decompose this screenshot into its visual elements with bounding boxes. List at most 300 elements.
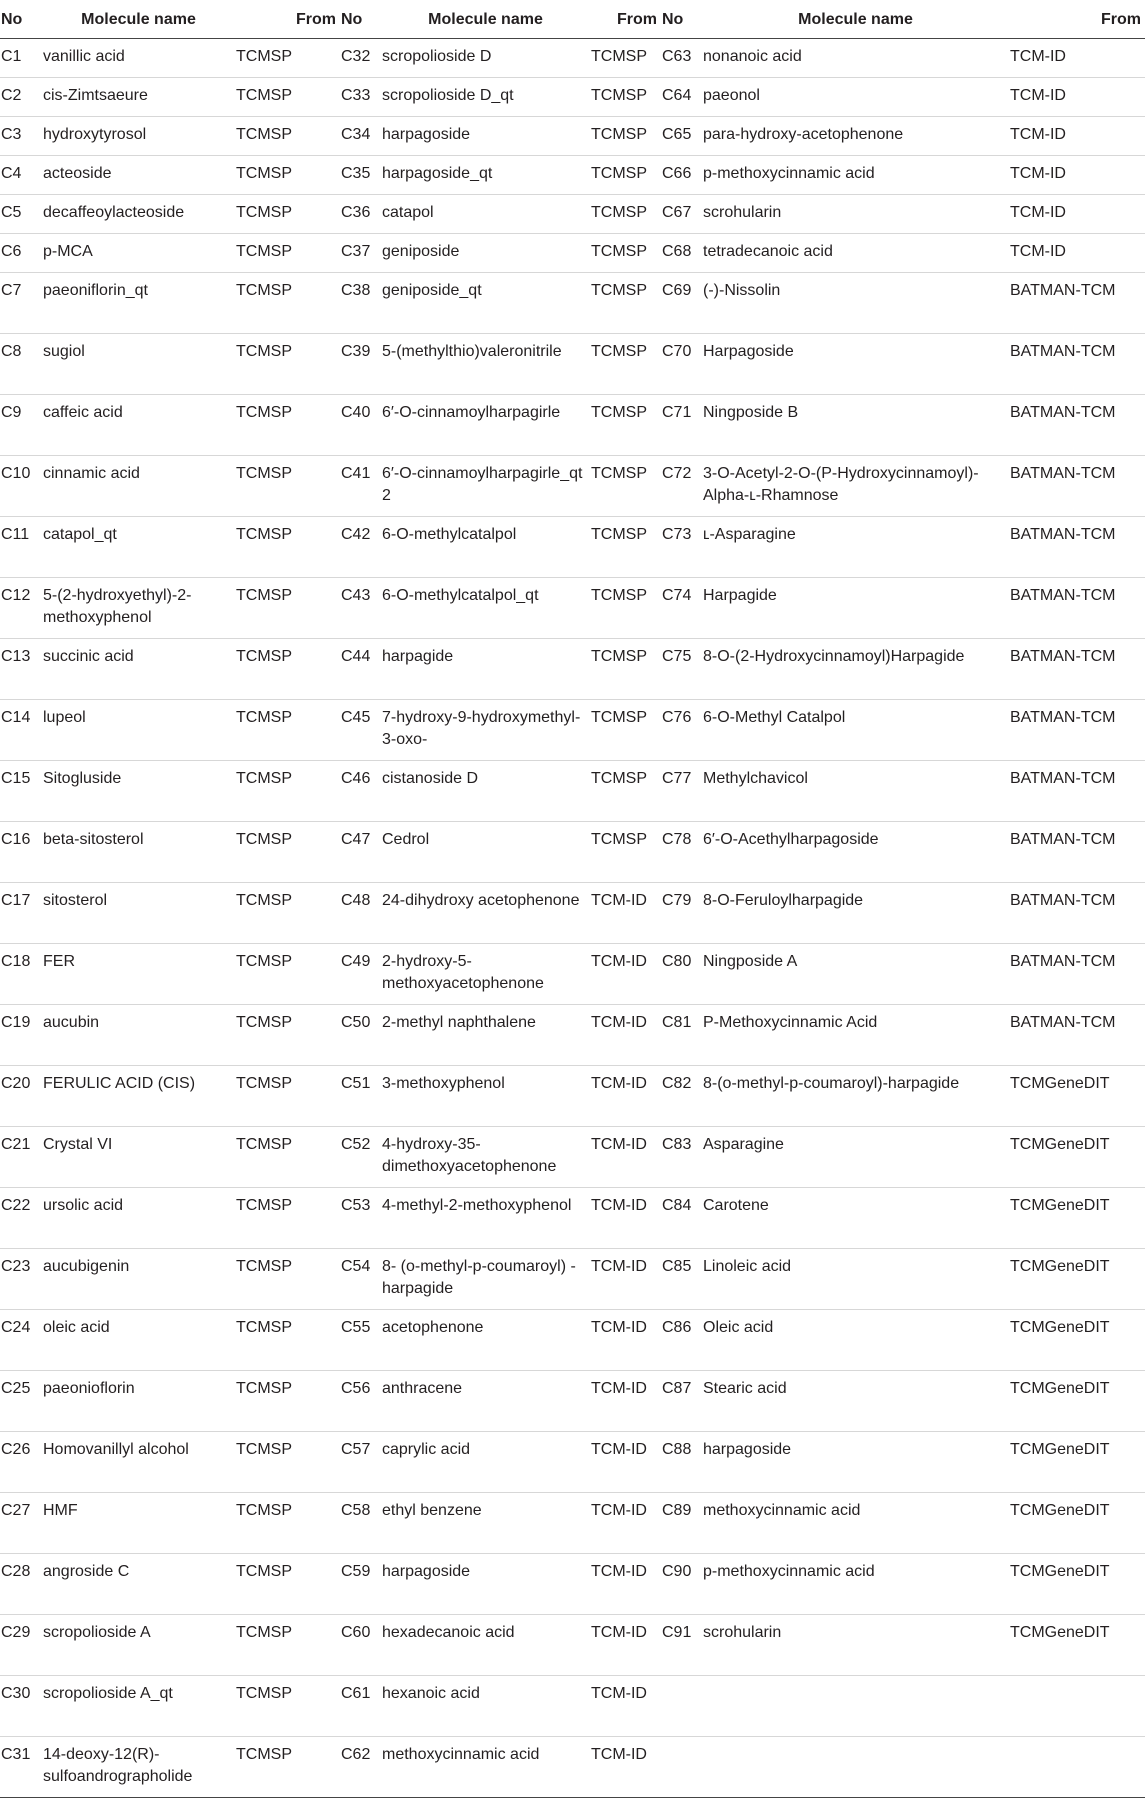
cell-molecule-name: 6-O-Methyl Catalpol <box>703 700 1008 761</box>
cell-from: TCM-ID <box>589 1249 661 1310</box>
cell-no: C49 <box>340 944 382 1005</box>
cell-no: C5 <box>0 195 43 234</box>
cell-no: C19 <box>0 1005 43 1066</box>
cell-from: TCMSP <box>234 1066 340 1127</box>
cell-from: TCMSP <box>589 395 661 456</box>
cell-no: C80 <box>661 944 703 1005</box>
cell-no: C9 <box>0 395 43 456</box>
cell-from: TCM-ID <box>1008 117 1145 156</box>
cell-molecule-name: harpagoside <box>382 1554 589 1615</box>
cell-from: TCM-ID <box>1008 78 1145 117</box>
cell-from: TCMSP <box>589 156 661 195</box>
cell-molecule-name: para-hydroxy-acetophenone <box>703 117 1008 156</box>
cell-molecule-name: Ningposide A <box>703 944 1008 1005</box>
cell-molecule-name: 6′-O-cinnamoylharpagirle_qt 2 <box>382 456 589 517</box>
cell-from: TCM-ID <box>589 1493 661 1554</box>
table-row <box>0 39 1145 78</box>
cell-molecule-name: 4-methyl-2-methoxyphenol <box>382 1188 589 1249</box>
cell-molecule-name: harpagoside_qt <box>382 156 589 195</box>
cell-from: TCMSP <box>589 39 661 78</box>
cell-no: C59 <box>340 1554 382 1615</box>
cell-no: C87 <box>661 1371 703 1432</box>
cell-from: TCMSP <box>234 1127 340 1188</box>
cell-no: C31 <box>0 1737 43 1798</box>
cell-no: C72 <box>661 456 703 517</box>
table-row <box>0 456 1145 517</box>
cell-molecule-name: 8- (o-methyl-p-coumaroyl) -harpagide <box>382 1249 589 1310</box>
cell-molecule-name: Oleic acid <box>703 1310 1008 1371</box>
table-row <box>0 156 1145 195</box>
cell-from: TCM-ID <box>1008 156 1145 195</box>
cell-from: TCM-ID <box>589 944 661 1005</box>
cell-molecule-name: 8-O-(2-Hydroxycinnamoyl)Harpagide <box>703 639 1008 700</box>
cell-from: TCM-ID <box>589 1310 661 1371</box>
cell-molecule-name: Cedrol <box>382 822 589 883</box>
cell-from: TCMGeneDIT <box>1008 1371 1145 1432</box>
cell-no: C68 <box>661 234 703 273</box>
cell-molecule-name: Methylchavicol <box>703 761 1008 822</box>
cell-no: C73 <box>661 517 703 578</box>
cell-molecule-name: Ningposide B <box>703 395 1008 456</box>
table-row <box>0 700 1145 761</box>
cell-from: TCM-ID <box>589 1371 661 1432</box>
cell-from: TCMGeneDIT <box>1008 1066 1145 1127</box>
cell-molecule-name: hexadecanoic acid <box>382 1615 589 1676</box>
cell-from: TCM-ID <box>1008 234 1145 273</box>
cell-no: C78 <box>661 822 703 883</box>
cell-no: C55 <box>340 1310 382 1371</box>
cell-no: C24 <box>0 1310 43 1371</box>
table-row <box>0 1066 1145 1127</box>
cell-molecule-name: cis-Zimtsaeure <box>43 78 234 117</box>
cell-from: TCM-ID <box>589 1432 661 1493</box>
cell-molecule-name: cinnamic acid <box>43 456 234 517</box>
cell-no: C51 <box>340 1066 382 1127</box>
cell-molecule-name: P-Methoxycinnamic Acid <box>703 1005 1008 1066</box>
cell-no: C26 <box>0 1432 43 1493</box>
cell-from: TCMSP <box>234 234 340 273</box>
cell-no: C58 <box>340 1493 382 1554</box>
cell-no: C27 <box>0 1493 43 1554</box>
cell-no: C62 <box>340 1737 382 1798</box>
cell-no: C28 <box>0 1554 43 1615</box>
cell-molecule-name: Sitogluside <box>43 761 234 822</box>
cell-molecule-name: scropolioside D_qt <box>382 78 589 117</box>
cell-no: C50 <box>340 1005 382 1066</box>
cell-no: C66 <box>661 156 703 195</box>
cell-from: TCMSP <box>589 456 661 517</box>
cell-molecule-name: 2-methyl naphthalene <box>382 1005 589 1066</box>
cell-no: C79 <box>661 883 703 944</box>
cell-no: C90 <box>661 1554 703 1615</box>
cell-molecule-name: caffeic acid <box>43 395 234 456</box>
table-row <box>0 78 1145 117</box>
table-row <box>0 578 1145 639</box>
cell-no: C38 <box>340 273 382 334</box>
cell-from: TCMSP <box>234 1676 340 1737</box>
cell-no: C48 <box>340 883 382 944</box>
cell-molecule-name: 6′-O-Acethylharpagoside <box>703 822 1008 883</box>
cell-molecule-name: Asparagine <box>703 1127 1008 1188</box>
table-row <box>0 639 1145 700</box>
header-molecule-name: Molecule name <box>382 0 589 39</box>
cell-no: C74 <box>661 578 703 639</box>
cell-no: C65 <box>661 117 703 156</box>
cell-from: TCMGeneDIT <box>1008 1432 1145 1493</box>
table-row <box>0 334 1145 395</box>
table-row <box>0 1737 1145 1798</box>
cell-molecule-name: lupeol <box>43 700 234 761</box>
cell-no: C89 <box>661 1493 703 1554</box>
cell-no: C71 <box>661 395 703 456</box>
cell-from: TCM-ID <box>589 1554 661 1615</box>
table-row <box>0 1493 1145 1554</box>
cell-no: C60 <box>340 1615 382 1676</box>
cell-from: TCMSP <box>589 700 661 761</box>
cell-no: C61 <box>340 1676 382 1737</box>
cell-from: TCMSP <box>234 1554 340 1615</box>
cell-from: TCMSP <box>589 822 661 883</box>
cell-from: TCMSP <box>589 273 661 334</box>
cell-no: C77 <box>661 761 703 822</box>
header-from: From <box>589 0 661 39</box>
cell-from: BATMAN-TCM <box>1008 334 1145 395</box>
cell-molecule-name: p-MCA <box>43 234 234 273</box>
cell-from: BATMAN-TCM <box>1008 639 1145 700</box>
cell-no: C8 <box>0 334 43 395</box>
cell-from: TCMSP <box>234 39 340 78</box>
cell-molecule-name: decaffeoylacteoside <box>43 195 234 234</box>
cell-no: C21 <box>0 1127 43 1188</box>
cell-molecule-name: sitosterol <box>43 883 234 944</box>
table-row <box>0 1432 1145 1493</box>
cell-no: C47 <box>340 822 382 883</box>
cell-no: C41 <box>340 456 382 517</box>
cell-no: C40 <box>340 395 382 456</box>
table-row <box>0 1127 1145 1188</box>
cell-molecule-name: hydroxytyrosol <box>43 117 234 156</box>
cell-no: C56 <box>340 1371 382 1432</box>
cell-molecule-name: acteoside <box>43 156 234 195</box>
cell-no: C10 <box>0 456 43 517</box>
cell-from: TCM-ID <box>589 883 661 944</box>
cell-from: BATMAN-TCM <box>1008 1005 1145 1066</box>
cell-molecule-name: vanillic acid <box>43 39 234 78</box>
cell-no: C64 <box>661 78 703 117</box>
cell-no: C2 <box>0 78 43 117</box>
cell-molecule-name: Carotene <box>703 1188 1008 1249</box>
cell-from: TCM-ID <box>589 1005 661 1066</box>
cell-from: TCMSP <box>234 1737 340 1798</box>
cell-from: TCMGeneDIT <box>1008 1493 1145 1554</box>
cell-molecule-name: methoxycinnamic acid <box>382 1737 589 1798</box>
cell-molecule-name: sugiol <box>43 334 234 395</box>
cell-molecule-name: tetradecanoic acid <box>703 234 1008 273</box>
cell-molecule-name: Stearic acid <box>703 1371 1008 1432</box>
cell-molecule-name: aucubin <box>43 1005 234 1066</box>
cell-no: C54 <box>340 1249 382 1310</box>
cell-from: BATMAN-TCM <box>1008 395 1145 456</box>
cell-no: C23 <box>0 1249 43 1310</box>
table-row <box>0 273 1145 334</box>
cell-molecule-name: aucubigenin <box>43 1249 234 1310</box>
cell-no: C42 <box>340 517 382 578</box>
cell-from: TCMSP <box>234 822 340 883</box>
cell-molecule-name: geniposide <box>382 234 589 273</box>
header-from: From <box>234 0 340 39</box>
cell-molecule-name: HMF <box>43 1493 234 1554</box>
cell-from: BATMAN-TCM <box>1008 822 1145 883</box>
cell-molecule-name: 6′-O-cinnamoylharpagirle <box>382 395 589 456</box>
cell-no: C4 <box>0 156 43 195</box>
cell-molecule-name: 4-hydroxy-35-dimethoxyacetophenone <box>382 1127 589 1188</box>
cell-molecule-name: 24-dihydroxy acetophenone <box>382 883 589 944</box>
cell-from: BATMAN-TCM <box>1008 456 1145 517</box>
cell-from: BATMAN-TCM <box>1008 273 1145 334</box>
cell-molecule-name: succinic acid <box>43 639 234 700</box>
cell-from: TCMSP <box>234 1493 340 1554</box>
cell-molecule-name: Homovanillyl alcohol <box>43 1432 234 1493</box>
cell-molecule-name: FERULIC ACID (CIS) <box>43 1066 234 1127</box>
cell-no: C17 <box>0 883 43 944</box>
cell-from: TCMSP <box>234 578 340 639</box>
cell-no: C6 <box>0 234 43 273</box>
header-from: From <box>1008 0 1145 39</box>
cell-molecule-name: scrohularin <box>703 195 1008 234</box>
cell-molecule-name: geniposide_qt <box>382 273 589 334</box>
cell-no: C91 <box>661 1615 703 1676</box>
cell-from: TCM-ID <box>589 1066 661 1127</box>
cell-from: TCMGeneDIT <box>1008 1188 1145 1249</box>
cell-molecule-name: scropolioside A <box>43 1615 234 1676</box>
cell-from: TCMSP <box>589 195 661 234</box>
cell-molecule-name: Harpagoside <box>703 334 1008 395</box>
cell-from: TCMSP <box>589 117 661 156</box>
cell-molecule-name: p-methoxycinnamic acid <box>703 156 1008 195</box>
cell-from: TCMGeneDIT <box>1008 1127 1145 1188</box>
cell-molecule-name: Crystal VI <box>43 1127 234 1188</box>
table-row <box>0 1554 1145 1615</box>
cell-from: TCMSP <box>234 1005 340 1066</box>
cell-molecule-name: methoxycinnamic acid <box>703 1493 1008 1554</box>
cell-molecule-name: 8-O-Feruloylharpagide <box>703 883 1008 944</box>
cell-no: C29 <box>0 1615 43 1676</box>
cell-from: BATMAN-TCM <box>1008 700 1145 761</box>
cell-no: C1 <box>0 39 43 78</box>
cell-no: C16 <box>0 822 43 883</box>
header-no: No <box>340 0 382 39</box>
cell-no: C67 <box>661 195 703 234</box>
cell-molecule-name: paeoniflorin_qt <box>43 273 234 334</box>
cell-no: C86 <box>661 1310 703 1371</box>
cell-molecule-name: scropolioside A_qt <box>43 1676 234 1737</box>
cell-from: TCMSP <box>234 156 340 195</box>
cell-from: TCMSP <box>589 639 661 700</box>
cell-molecule-name: Harpagide <box>703 578 1008 639</box>
cell-from: TCMSP <box>589 78 661 117</box>
cell-no: C25 <box>0 1371 43 1432</box>
cell-from: TCMSP <box>234 195 340 234</box>
cell-from: BATMAN-TCM <box>1008 517 1145 578</box>
cell-no: C69 <box>661 273 703 334</box>
cell-molecule-name: ʟ-Asparagine <box>703 517 1008 578</box>
cell-from: TCM-ID <box>589 1188 661 1249</box>
table-row <box>0 1249 1145 1310</box>
header-no: No <box>0 0 43 39</box>
cell-molecule-name: 8-(o-methyl-p-coumaroyl)-harpagide <box>703 1066 1008 1127</box>
table-row <box>0 944 1145 1005</box>
cell-molecule-name: ursolic acid <box>43 1188 234 1249</box>
cell-no: C3 <box>0 117 43 156</box>
cell-from: TCMSP <box>234 395 340 456</box>
cell-no: C75 <box>661 639 703 700</box>
cell-molecule-name: scropolioside D <box>382 39 589 78</box>
cell-from: TCM-ID <box>589 1127 661 1188</box>
header-molecule-name: Molecule name <box>703 0 1008 39</box>
cell-no: C53 <box>340 1188 382 1249</box>
cell-from: TCM-ID <box>1008 195 1145 234</box>
cell-molecule-name: anthracene <box>382 1371 589 1432</box>
cell-no: C83 <box>661 1127 703 1188</box>
cell-from: TCMSP <box>234 1615 340 1676</box>
cell-no: C52 <box>340 1127 382 1188</box>
cell-no: C35 <box>340 156 382 195</box>
table-header-row <box>0 0 1145 39</box>
cell-no: C37 <box>340 234 382 273</box>
cell-molecule-name: beta-sitosterol <box>43 822 234 883</box>
cell-no: C11 <box>0 517 43 578</box>
cell-no: C43 <box>340 578 382 639</box>
cell-no: C13 <box>0 639 43 700</box>
cell-from: TCMSP <box>234 1249 340 1310</box>
cell-molecule-name: harpagoside <box>703 1432 1008 1493</box>
cell-no: C14 <box>0 700 43 761</box>
cell-from: TCMSP <box>234 78 340 117</box>
cell-molecule-name: harpagoside <box>382 117 589 156</box>
table-row <box>0 117 1145 156</box>
cell-no: C22 <box>0 1188 43 1249</box>
header-molecule-name: Molecule name <box>43 0 234 39</box>
cell-molecule-name: paeonioflorin <box>43 1371 234 1432</box>
cell-from: TCMSP <box>589 234 661 273</box>
cell-no <box>661 1737 703 1798</box>
table-row <box>0 1310 1145 1371</box>
cell-from: TCMSP <box>234 517 340 578</box>
cell-from: TCMSP <box>234 700 340 761</box>
cell-molecule-name: scrohularin <box>703 1615 1008 1676</box>
table-body <box>0 39 1145 1798</box>
table-row <box>0 1371 1145 1432</box>
cell-molecule-name: p-methoxycinnamic acid <box>703 1554 1008 1615</box>
cell-molecule-name: catapol_qt <box>43 517 234 578</box>
cell-no: C81 <box>661 1005 703 1066</box>
cell-molecule-name: caprylic acid <box>382 1432 589 1493</box>
cell-no: C20 <box>0 1066 43 1127</box>
cell-no: C70 <box>661 334 703 395</box>
cell-no: C32 <box>340 39 382 78</box>
cell-from: TCMSP <box>589 517 661 578</box>
cell-from: TCMGeneDIT <box>1008 1249 1145 1310</box>
cell-molecule-name <box>703 1737 1008 1798</box>
table-row <box>0 1615 1145 1676</box>
cell-no: C30 <box>0 1676 43 1737</box>
cell-no: C45 <box>340 700 382 761</box>
cell-from: BATMAN-TCM <box>1008 883 1145 944</box>
cell-from: TCMSP <box>234 1432 340 1493</box>
cell-from: TCMSP <box>234 117 340 156</box>
cell-no: C44 <box>340 639 382 700</box>
cell-molecule-name <box>703 1676 1008 1737</box>
cell-no: C57 <box>340 1432 382 1493</box>
cell-from: TCMSP <box>589 578 661 639</box>
cell-molecule-name: nonanoic acid <box>703 39 1008 78</box>
table-row <box>0 1005 1145 1066</box>
cell-no: C7 <box>0 273 43 334</box>
cell-molecule-name: 5-(2-hydroxyethyl)-2-methoxyphenol <box>43 578 234 639</box>
cell-no: C12 <box>0 578 43 639</box>
table-row <box>0 395 1145 456</box>
cell-molecule-name: 6-O-methylcatalpol_qt <box>382 578 589 639</box>
cell-from: TCMSP <box>234 883 340 944</box>
table-row <box>0 761 1145 822</box>
cell-from <box>1008 1676 1145 1737</box>
cell-no: C46 <box>340 761 382 822</box>
cell-from: TCMSP <box>234 456 340 517</box>
cell-molecule-name: 6-O-methylcatalpol <box>382 517 589 578</box>
cell-from: TCMSP <box>234 334 340 395</box>
table-row <box>0 1676 1145 1737</box>
cell-from: TCMGeneDIT <box>1008 1310 1145 1371</box>
cell-molecule-name: cistanoside D <box>382 761 589 822</box>
cell-from: TCMSP <box>234 1310 340 1371</box>
cell-molecule-name: 3-O-Acetyl-2-O-(P-Hydroxycinnamoyl)-Alpha-ʟ-Rhamnose <box>703 456 1008 517</box>
cell-from: TCMSP <box>234 944 340 1005</box>
cell-from: TCM-ID <box>589 1615 661 1676</box>
cell-from: TCM-ID <box>1008 39 1145 78</box>
cell-molecule-name: 14-deoxy-12(R)-sulfoandrographolide <box>43 1737 234 1798</box>
table-row <box>0 517 1145 578</box>
cell-no: C33 <box>340 78 382 117</box>
cell-from: TCM-ID <box>589 1676 661 1737</box>
table-row <box>0 883 1145 944</box>
cell-molecule-name: paeonol <box>703 78 1008 117</box>
table-row <box>0 1188 1145 1249</box>
cell-from: TCMGeneDIT <box>1008 1554 1145 1615</box>
cell-no: C39 <box>340 334 382 395</box>
cell-no <box>661 1676 703 1737</box>
cell-molecule-name: angroside C <box>43 1554 234 1615</box>
cell-from: TCM-ID <box>589 1737 661 1798</box>
cell-no: C18 <box>0 944 43 1005</box>
cell-no: C84 <box>661 1188 703 1249</box>
cell-from: TCMSP <box>234 1371 340 1432</box>
cell-molecule-name: 5-(methylthio)valeronitrile <box>382 334 589 395</box>
cell-from: BATMAN-TCM <box>1008 578 1145 639</box>
cell-no: C76 <box>661 700 703 761</box>
cell-molecule-name: FER <box>43 944 234 1005</box>
cell-no: C63 <box>661 39 703 78</box>
cell-molecule-name: ethyl benzene <box>382 1493 589 1554</box>
cell-no: C82 <box>661 1066 703 1127</box>
cell-from: TCMSP <box>589 761 661 822</box>
cell-from: BATMAN-TCM <box>1008 944 1145 1005</box>
cell-from: BATMAN-TCM <box>1008 761 1145 822</box>
cell-molecule-name: 7-hydroxy-9-hydroxymethyl-3-oxo- <box>382 700 589 761</box>
cell-from: TCMGeneDIT <box>1008 1615 1145 1676</box>
cell-no: C34 <box>340 117 382 156</box>
cell-molecule-name: hexanoic acid <box>382 1676 589 1737</box>
cell-from: TCMSP <box>234 273 340 334</box>
